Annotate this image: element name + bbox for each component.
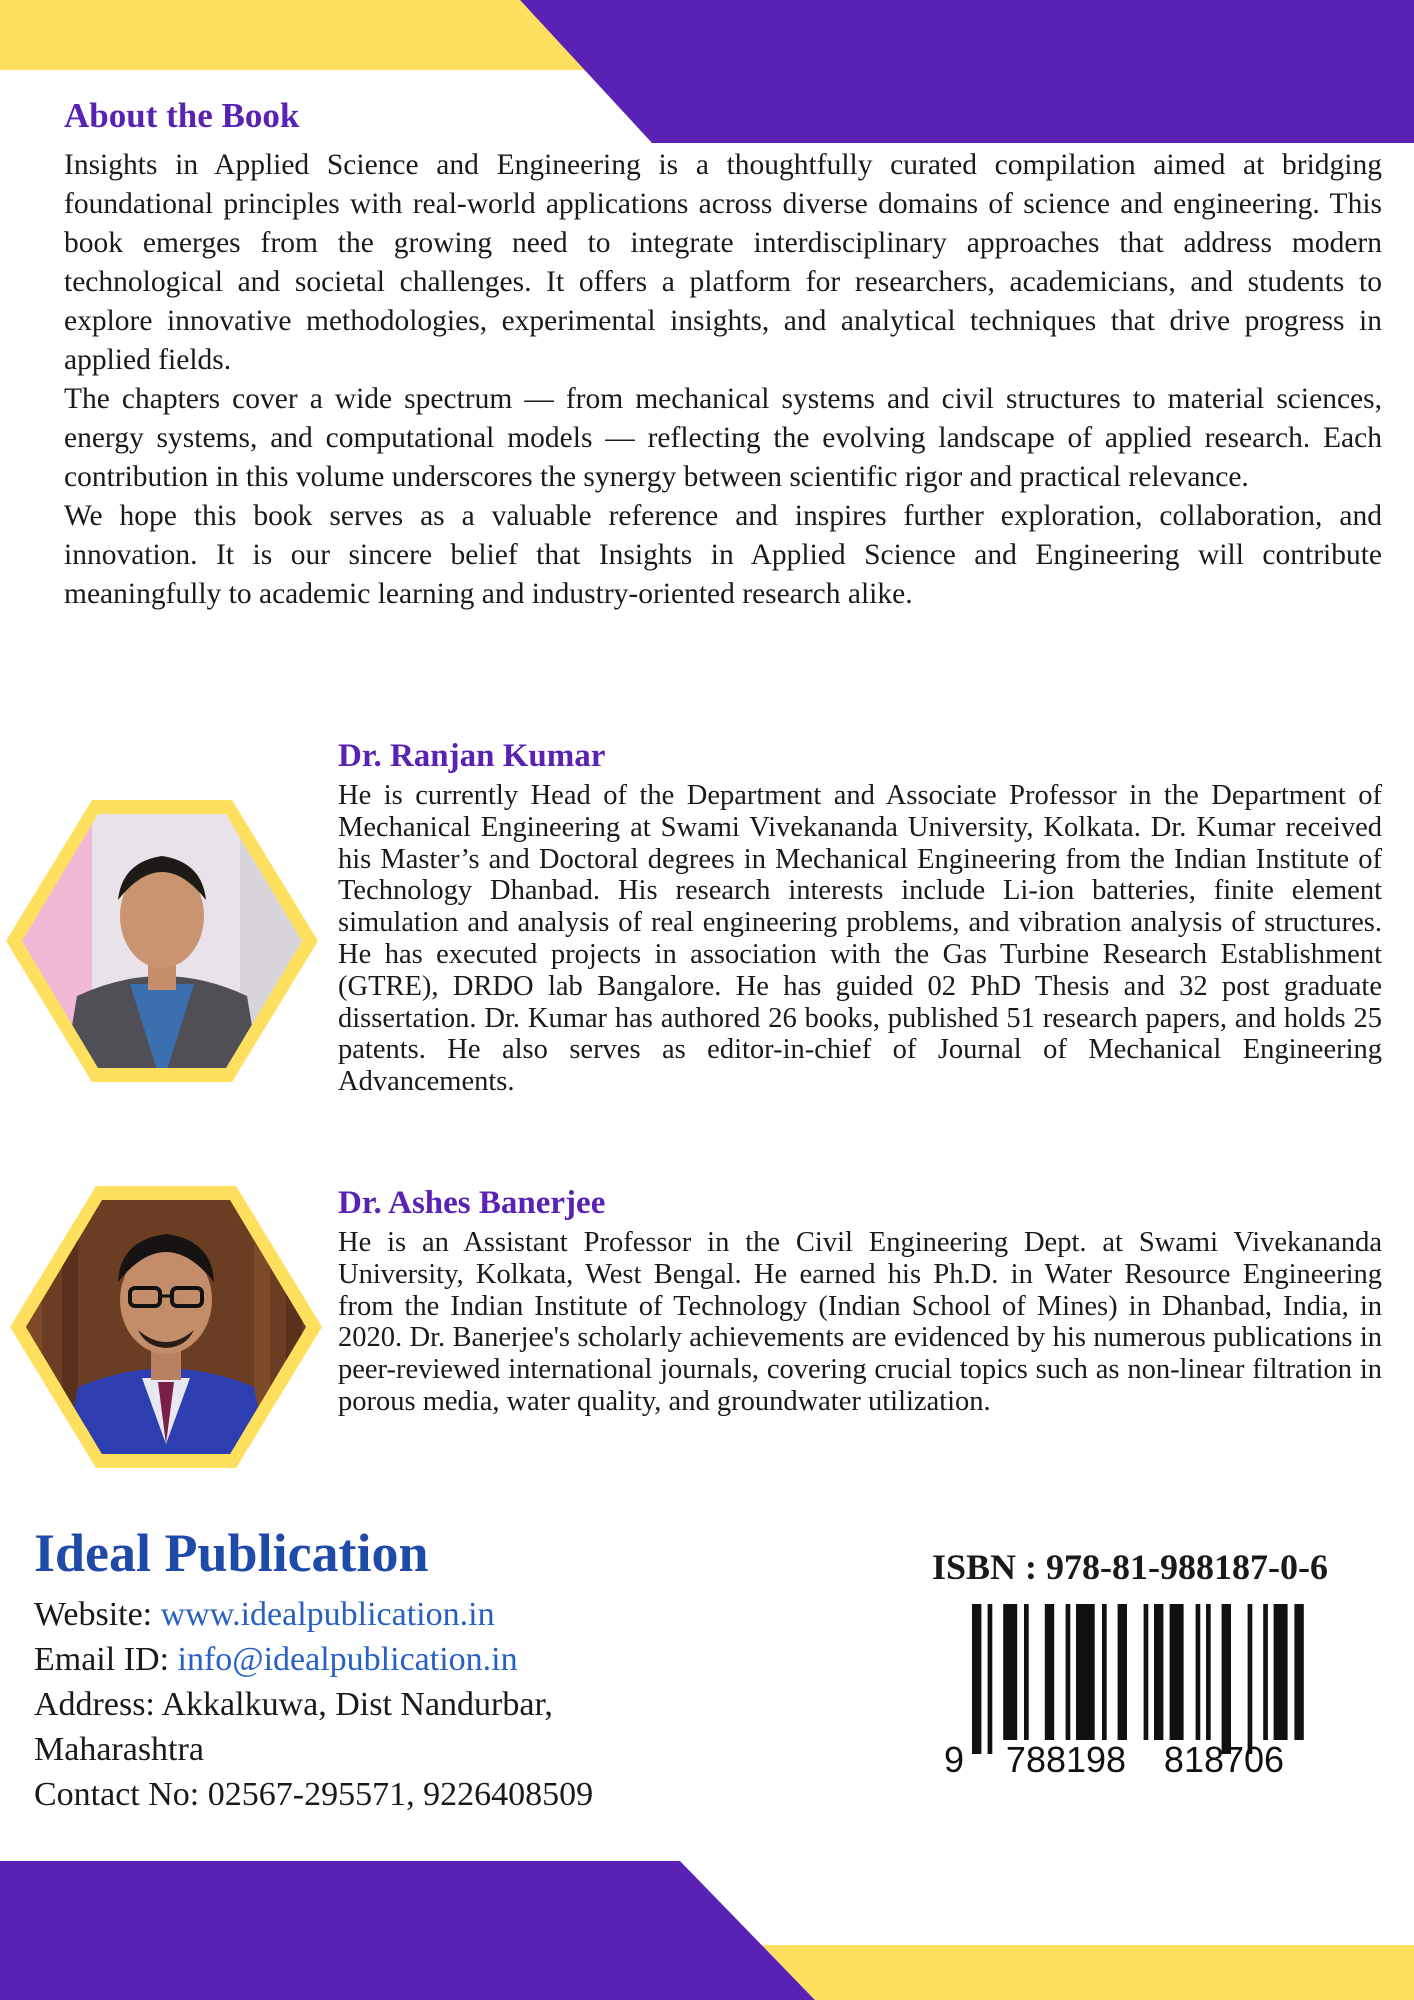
- barcode-bar: [1263, 1604, 1268, 1740]
- barcode-bar: [1102, 1604, 1107, 1740]
- bottom-yellow-band: [762, 1945, 1414, 2000]
- barcode-bar: [1003, 1604, 1017, 1740]
- barcode-bar: [1118, 1604, 1127, 1740]
- author-bio: He is currently Head of the Department and Associate Professor in the Department of Mechanical Engineering at Swami Vivekananda University, Kolkata. Dr. Kumar received his Master’s and Doctoral degrees in Mechanical Engineering from the Indian Institute of Technology Dhanbad. His research interests include Li-ion batteries, finite element simulation and analysis of real engineering problems, and vibration analysis of structures. He has executed projects in association with the Gas Turbine Research Establishment (GTRE), DRDO lab Bangalore. He has guided 02 PhD Thesis and 32 post graduate dissertation. Dr. Kumar has authored 26 books, published 51 research papers, and holds 25 patents. He also serves as editor-in-chief of Journal of Mechanical Engineering Advancements.: [338, 780, 1382, 1098]
- barcode-digit-first: 9: [943, 1739, 965, 1780]
- author-block-ashes-banerjee: [338, 1183, 1382, 1418]
- publisher-address-line-2: Maharashtra: [34, 1731, 204, 1768]
- about-paragraph-1: Insights in Applied Science and Engineering is a thoughtfully curated compilation aimed at bridging foundational principles with real-world applications across diverse domains of science and engineering. This book emerges from the growing need to integrate interdisciplinary approaches that address modern technological and societal challenges. It offers a platform for researchers, academicians, and students to explore innovative methodologies, experimental insights, and analytical techniques that drive progress in applied fields.: [64, 149, 1382, 376]
- barcode-bar: [1222, 1604, 1231, 1754]
- bottom-purple-band: [0, 1861, 815, 2000]
- barcode-bar: [1274, 1604, 1288, 1740]
- barcode-bar: [1045, 1604, 1054, 1740]
- author-name: Dr. Ranjan Kumar: [338, 738, 606, 774]
- email-label: Email ID:: [34, 1641, 178, 1678]
- author-photo-ranjan-kumar: [2, 796, 322, 1086]
- isbn-barcode: [936, 1600, 1328, 1785]
- publisher-address-line-1: Address: Akkalkuwa, Dist Nandurbar,: [34, 1686, 553, 1723]
- barcode-bar: [972, 1604, 981, 1754]
- barcode-bar: [988, 1604, 993, 1754]
- barcode-bar: [1196, 1604, 1201, 1740]
- barcode-bar: [1076, 1604, 1095, 1740]
- barcode-digits-left: 788198: [1005, 1739, 1127, 1780]
- barcode-digits-right: 818706: [1163, 1739, 1285, 1780]
- top-purple-band: [520, 0, 1414, 143]
- author-block-ranjan-kumar: [338, 736, 1382, 1098]
- barcode-bar: [1206, 1604, 1211, 1740]
- barcode-bar: [1144, 1604, 1149, 1740]
- author-bio: He is an Assistant Professor in the Civil Engineering Dept. at Swami Vivekananda University, Kolkata, West Bengal. He earned his Ph.D. in Water Resource Engineering from the Indian Institute of Technology (Indian School of Mines) in Dhanbad, India, in 2020. Dr. Banerjee's scholarly achievements are evidenced by his numerous publications in peer-reviewed international journals, covering crucial topics such as non-linear filtration in porous media, water quality, and groundwater utilization.: [338, 1227, 1382, 1417]
- publisher-website: [34, 1592, 734, 1637]
- about-paragraph-2: The chapters cover a wide spectrum — from mechanical systems and civil structures to material sciences, energy systems, and computational models — reflecting the evolving landscape of applied research. Each contribution in this volume underscores the synergy between scientific rigor and practical relevance.: [64, 383, 1382, 493]
- about-the-book-text: [64, 146, 1382, 614]
- publisher-name: Ideal Publication: [34, 1523, 429, 1583]
- about-the-book-heading: About the Book: [64, 96, 300, 135]
- top-yellow-band: [0, 0, 600, 70]
- barcode-bar: [1066, 1604, 1071, 1740]
- barcode-bar: [1248, 1604, 1253, 1754]
- publisher-email: [34, 1637, 734, 1682]
- barcode-bar: [1294, 1604, 1303, 1740]
- website-label: Website:: [34, 1596, 161, 1633]
- isbn-label: ISBN : 978-81-988187-0-6: [932, 1547, 1328, 1587]
- barcode-bar: [1154, 1604, 1163, 1740]
- publisher-contact: Contact No: 02567-295571, 9226408509: [34, 1776, 594, 1813]
- author-photo-ashes-banerjee: [6, 1182, 326, 1472]
- website-link[interactable]: www.idealpublication.in: [160, 1596, 495, 1633]
- email-link[interactable]: info@idealpublication.in: [177, 1641, 518, 1678]
- publisher-info: [34, 1520, 734, 1817]
- barcode-bar: [1170, 1604, 1184, 1740]
- barcode-bar: [1024, 1604, 1029, 1740]
- about-paragraph-3: We hope this book serves as a valuable reference and inspires further exploration, collaboration, and innovation. It is our sincere belief that Insights in Applied Science and Engineering will contribute meaningfully to academic learning and industry-oriented research alike.: [64, 500, 1382, 610]
- author-name: Dr. Ashes Banerjee: [338, 1185, 606, 1221]
